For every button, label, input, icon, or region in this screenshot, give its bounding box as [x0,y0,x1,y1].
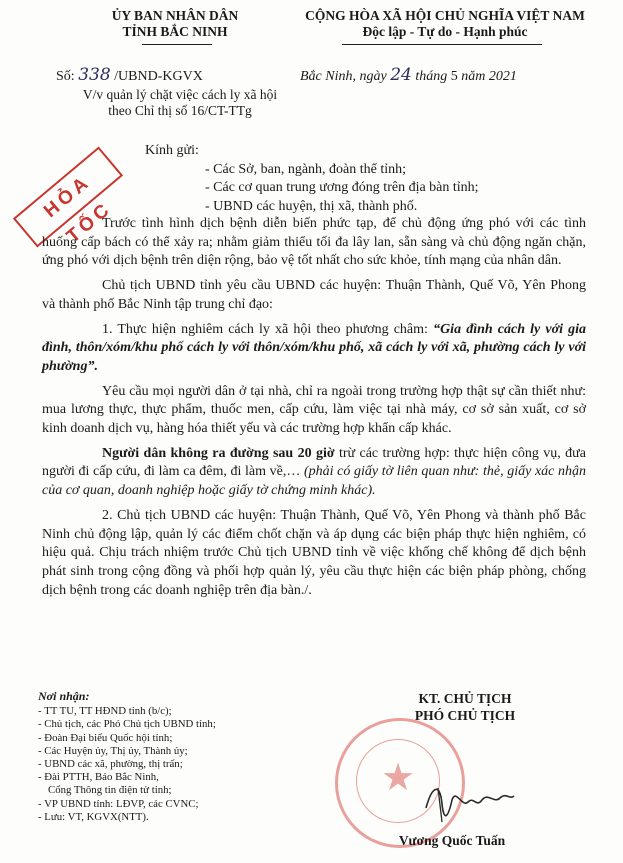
subject-line-1: V/v quản lý chặt việc cách ly xã hội [82,87,278,102]
signature-block [340,690,590,724]
signer-role-2: PHÓ CHỦ TỊCH [414,708,516,723]
number-handwritten: 338 [78,65,111,85]
item-1-motto: “Gia đình cách ly với gia đình, thôn/xóm/khu phố cách ly với thôn/xóm/khu phố, xã cách ly với xã, phường cách ly với phường”. [42,321,586,374]
national-motto: Độc lập - Tự do - Hạnh phúc [362,24,528,39]
document-subject [40,87,320,119]
recipient-item: - Các Sở, ban, ngành, đoàn thể tỉnh; [205,161,407,177]
recipients-block [145,142,479,216]
agency-line-2: TỈNH BẮC NINH [122,24,228,39]
receiver-item: - TT TU, TT HĐND tỉnh (b/c); [38,705,172,718]
date-prefix: Bắc Ninh, ngày [300,69,387,84]
curfew-text: trừ các trường hợp: thực hiện công vụ, đưa người đi cấp cứu, đi làm ca đêm, đi làm về,… [42,445,586,480]
paragraph-item-1 [42,321,586,377]
receiver-item: - UBND các xã, phường, thị trấn; [38,758,183,771]
greeting: Kính gửi: [145,143,199,158]
national-header [280,8,610,40]
receiver-item: Cổng Thông tin điện tử tỉnh; [48,784,172,797]
paragraph-directive: Chủ tịch UBND tỉnh yêu cầu UBND các huyện: Thuận Thành, Quế Võ, Yên Phong và thành phố Bắc Ninh tập trung chỉ đạo: [42,278,586,312]
signer-role-1: KT. CHỦ TỊCH [418,691,512,706]
recipient-item: - Các cơ quan trung ương đóng trên địa bàn tỉnh; [205,180,479,195]
date-month-label: tháng [415,69,448,84]
receiver-item: - Đoàn Đại biểu Quốc hội tỉnh; [38,731,173,744]
paragraph-context: Trước tình hình dịch bệnh diễn biến phức tạp, để chủ động ứng phó với các tình huống cấp bách có thể xảy ra; nhằm giảm thiểu tối đa lây lan, sẵn sàng và chủ động ngăn chặn, ứng phó với dịch bệnh trên diện rộng, bảo vệ tốt nhất cho sức khỏe, tính mạng của nhân dân. [42,216,586,269]
receiver-item: - Các Huyện ủy, Thị ủy, Thành ủy; [38,744,188,757]
date-month: 5 [450,69,458,84]
date-day: 24 [390,65,412,85]
document-body [42,215,586,606]
receivers-title: Nơi nhận: [38,689,90,703]
republic-title: CỘNG HÒA XÃ HỘI CHỦ NGHĨA VIỆT NAM [305,8,585,23]
receiver-item: - Đài PTTH, Báo Bắc Ninh, [38,771,159,784]
paragraph-item-2: 2. Chủ tịch UBND các huyện: Thuận Thành, Quế Võ, Yên Phong và thành phố Bắc Ninh chủ động lập, quản lý các điểm chốt chặn và áp dụng các biện pháp thực hiện nghiêm, có hiệu quả. Chịu trách nhiệm trước Chủ tịch UBND tỉnh về việc khống chế không để dịch bệnh phát sinh trong cộng đồng và phối hợp quản lý, yêu cầu thực hiện các biện pháp phòng, chống dịch bệnh trong các doanh nghiệp trên địa bàn./. [42,507,586,598]
number-suffix: /UBND-KGVX [114,69,203,84]
urgent-stamp: HỎA TỐC [13,146,123,247]
agency-underline [142,44,212,45]
paragraph-curfew [42,445,586,501]
curfew-note: (phải có giấy tờ liên quan như: thẻ, giấy xác nhận của cơ quan, doanh nghiệp hoặc giấy tờ chứng minh khác). [42,464,587,499]
document-number [56,66,306,86]
curfew-bold: Người dân không ra đường sau 20 giờ [102,445,335,461]
recipient-item: - UBND các huyện, thị xã, thành phố. [205,198,418,214]
receiver-item: - Chủ tịch, các Phó Chủ tịch UBND tỉnh; [38,718,216,731]
item-1-lead: 1. Thực hiện nghiêm cách ly xã hội theo phương châm: [102,321,434,337]
star-icon: ★ [380,757,416,799]
paragraph-stay-home: Yêu cầu mọi người dân ở tại nhà, chỉ ra ngoài trong trường hợp thật sự cần thiết như: mua lương thực, thực phẩm, thuốc men, cấp cứu, làm việc tại nhà máy, cơ sở sản xuất, cơ sở kinh doanh dịch vụ, hàng hóa thiết yếu và các trường hợp khẩn cấp khác. [42,383,586,437]
subject-line-2: theo Chỉ thị số 16/CT-TTg [108,103,252,118]
handwritten-signature [418,778,518,826]
date-year: năm 2021 [461,69,517,84]
receiver-item: - Lưu: VT, KGVX(NTT). [38,810,149,823]
agency-line-1: ỦY BAN NHÂN DÂN [111,8,239,23]
number-prefix: Số: [56,69,75,84]
receivers-list [38,690,298,824]
place-and-date [300,66,610,86]
motto-underline [342,44,542,45]
receiver-item: - VP UBND tỉnh: LĐVP, các CVNC; [38,797,199,810]
issuing-agency [70,8,280,40]
signer-name: Vương Quốc Tuấn [398,833,506,848]
